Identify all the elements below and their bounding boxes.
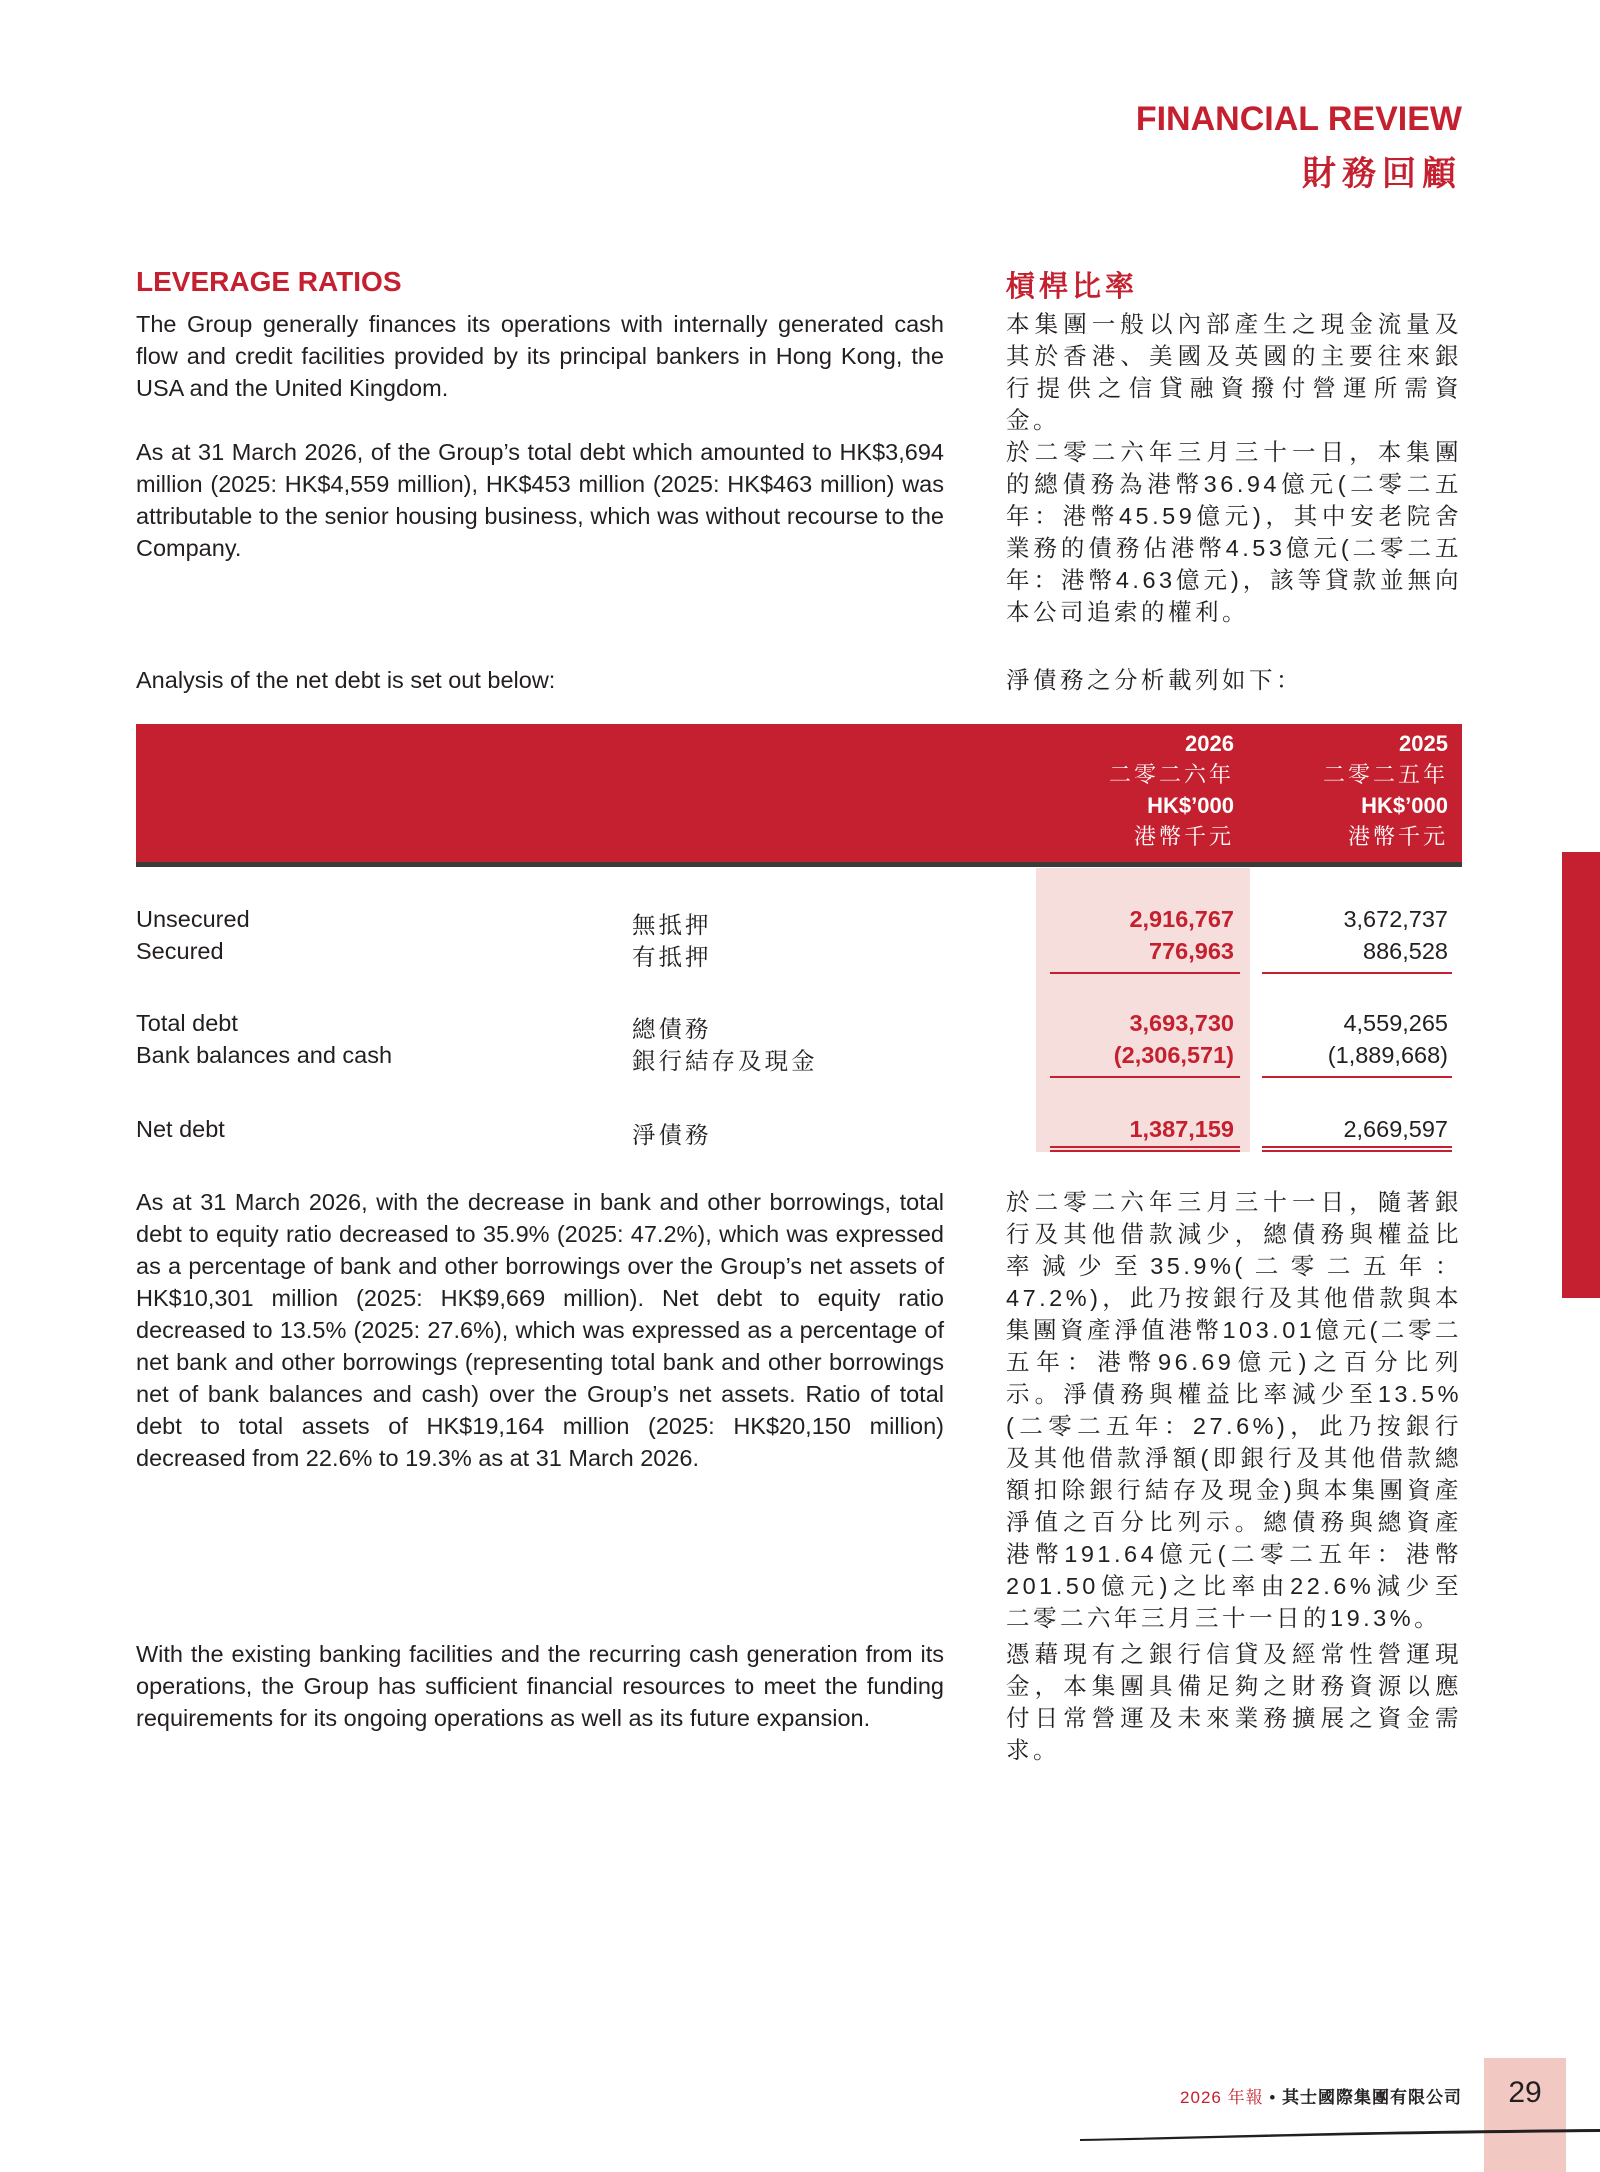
table-cell-2025: 4,559,265 — [1343, 1010, 1448, 1036]
total-double-underline — [1050, 1150, 1240, 1152]
page-header-title-en: FINANCIAL REVIEW — [1135, 100, 1462, 138]
table-row-label-en: Secured — [136, 938, 224, 964]
paragraph-analysis-intro-zh: 淨債務之分析載列如下： — [1006, 667, 1303, 693]
footer-swoosh-decoration — [1080, 2125, 1600, 2147]
paragraph-financing-zh: 本集團一般以內部產生之現金流量及其於香港、美國及英國的主要往來銀行提供之信貸融資撥付營運所需資金。 — [1006, 311, 1462, 433]
paragraph-financing-en: The Group generally finances its operations with internally generated cash flow and credit facilities provided by its principal bankers in Hong Kong, the USA and the United Kingdom. — [136, 311, 944, 401]
footer-year-label: 2026 年報 — [1180, 2088, 1264, 2107]
column-unit: HK$’000 — [1147, 793, 1234, 818]
paragraph-total-debt-zh: 於二零二六年三月三十一日，本集團的總債務為港幣36.94億元(二零二五年：港幣45.59億元)，其中安老院舍業務的債務佔港幣4.53億元(二零二五年：港幣4.63億元)，該等貸款並無向本公司追索的權利。 — [1006, 439, 1462, 625]
table-cell-2026: 3,693,730 — [1129, 1010, 1234, 1036]
footer-company-name: 其士國際集團有限公司 — [1282, 2088, 1462, 2107]
table-header-rule — [136, 862, 1462, 867]
table-row-label-zh: 無抵押 — [632, 912, 712, 938]
total-double-underline — [1050, 1146, 1240, 1148]
table-cell-2026: 1,387,159 — [1129, 1116, 1234, 1142]
table-cell-2025: (1,889,668) — [1327, 1042, 1448, 1068]
table-cell-2025: 886,528 — [1363, 938, 1448, 964]
table-row-label-en: Unsecured — [136, 906, 250, 932]
table-row-label-zh: 銀行結存及現金 — [632, 1048, 818, 1074]
total-double-underline — [1262, 1150, 1452, 1152]
page-header-title-zh: 財務回顧 — [1302, 155, 1462, 193]
table-row-label-zh: 總債務 — [632, 1016, 712, 1042]
subtotal-underline — [1262, 1076, 1452, 1078]
paragraph-ratios-en: As at 31 March 2026, with the decrease in bank and other borrowings, total debt to equity ratio decreased to 35.9% (2025: 47.2%), which was expressed as a percentage of bank and other borrowings over the Group’s net assets of HK$10,301 million (2025: HK$9,669 million). Net debt to equity ratio decreased to 13.5% (2025: 27.6%), which was expressed as a percentage of net bank and other borrowings (representing total bank and other borrowings net of bank balances and cash) over the Group’s net assets. Ratio of total debt to total assets of HK$19,164 million (2025: HK$20,150 million) decreased from 22.6% to 19.3% as at 31 March 2026. — [136, 1189, 944, 1471]
column-year: 2026 — [1185, 731, 1234, 756]
total-double-underline — [1262, 1146, 1452, 1148]
table-cell-2026: (2,306,571) — [1113, 1042, 1234, 1068]
subtotal-underline — [1050, 972, 1240, 974]
table-row-label-en: Total debt — [136, 1010, 238, 1036]
paragraph-resources-en: With the existing banking facilities and the recurring cash generation from its operations, the Group has sufficient financial resources to meet the funding requirements for its ongoing operations as well as its future expansion. — [136, 1641, 944, 1731]
column-header-2025 — [1323, 728, 1448, 852]
section-edge-tab — [1562, 852, 1600, 1298]
subtotal-underline — [1262, 972, 1452, 974]
column-unit-zh: 港幣千元 — [1347, 824, 1448, 849]
column-unit: HK$’000 — [1361, 793, 1448, 818]
table-row-label-en: Bank balances and cash — [136, 1042, 393, 1068]
table-cell-2025: 3,672,737 — [1343, 906, 1448, 932]
paragraph-total-debt-en: As at 31 March 2026, of the Group’s total debt which amounted to HK$3,694 million (2025: HK$4,559 million), HK$453 million (2025: HK$463 million) was attributable to the senior housing business, which was without recourse to the Company. — [136, 439, 944, 561]
table-cell-2026: 2,916,767 — [1129, 906, 1234, 932]
paragraph-analysis-intro-en: Analysis of the net debt is set out below: — [136, 667, 556, 693]
paragraph-ratios-zh: 於二零二六年三月三十一日，隨著銀行及其他借款減少，總債務與權益比率減少至35.9%(二零二五年：47.2%)，此乃按銀行及其他借款與本集團資產淨值港幣103.01億元(二零二五年：港幣96.69億元)之百分比列示。淨債務與權益比率減少至13.5%(二零二五年：27.6%)，此乃按銀行及其他借款淨額(即銀行及其他借款總額扣除銀行結存及現金)與本集團資產淨值之百分比列示。總債務與總資產港幣191.64億元(二零二五年：港幣201.50億元)之比率由22.6%減少至二零二六年三月三十一日的19.3%。 — [1006, 1189, 1462, 1631]
table-cell-2026: 776,963 — [1149, 938, 1234, 964]
section-title-en: LEVERAGE RATIOS — [136, 266, 402, 297]
paragraph-resources-zh: 憑藉現有之銀行信貸及經常性營運現金，本集團具備足夠之財務資源以應付日常營運及未來業務擴展之資金需求。 — [1006, 1641, 1462, 1763]
table-row-label-en: Net debt — [136, 1116, 225, 1142]
column-header-2026 — [1109, 728, 1234, 852]
page-number: 29 — [1508, 2076, 1542, 2109]
table-row-label-zh: 淨債務 — [632, 1122, 712, 1148]
table-row-label-zh: 有抵押 — [632, 944, 712, 970]
column-unit-zh: 港幣千元 — [1133, 824, 1234, 849]
column-year: 2025 — [1399, 731, 1448, 756]
footer-separator: • — [1269, 2088, 1277, 2107]
subtotal-underline — [1050, 1076, 1240, 1078]
table-cell-2025: 2,669,597 — [1343, 1116, 1448, 1142]
table-header-band — [136, 724, 1462, 864]
column-year-zh: 二零二六年 — [1108, 762, 1234, 787]
footer-publication — [1180, 2083, 1462, 2108]
section-title-zh: 槓桿比率 — [1006, 271, 1139, 303]
column-year-zh: 二零二五年 — [1322, 762, 1448, 787]
